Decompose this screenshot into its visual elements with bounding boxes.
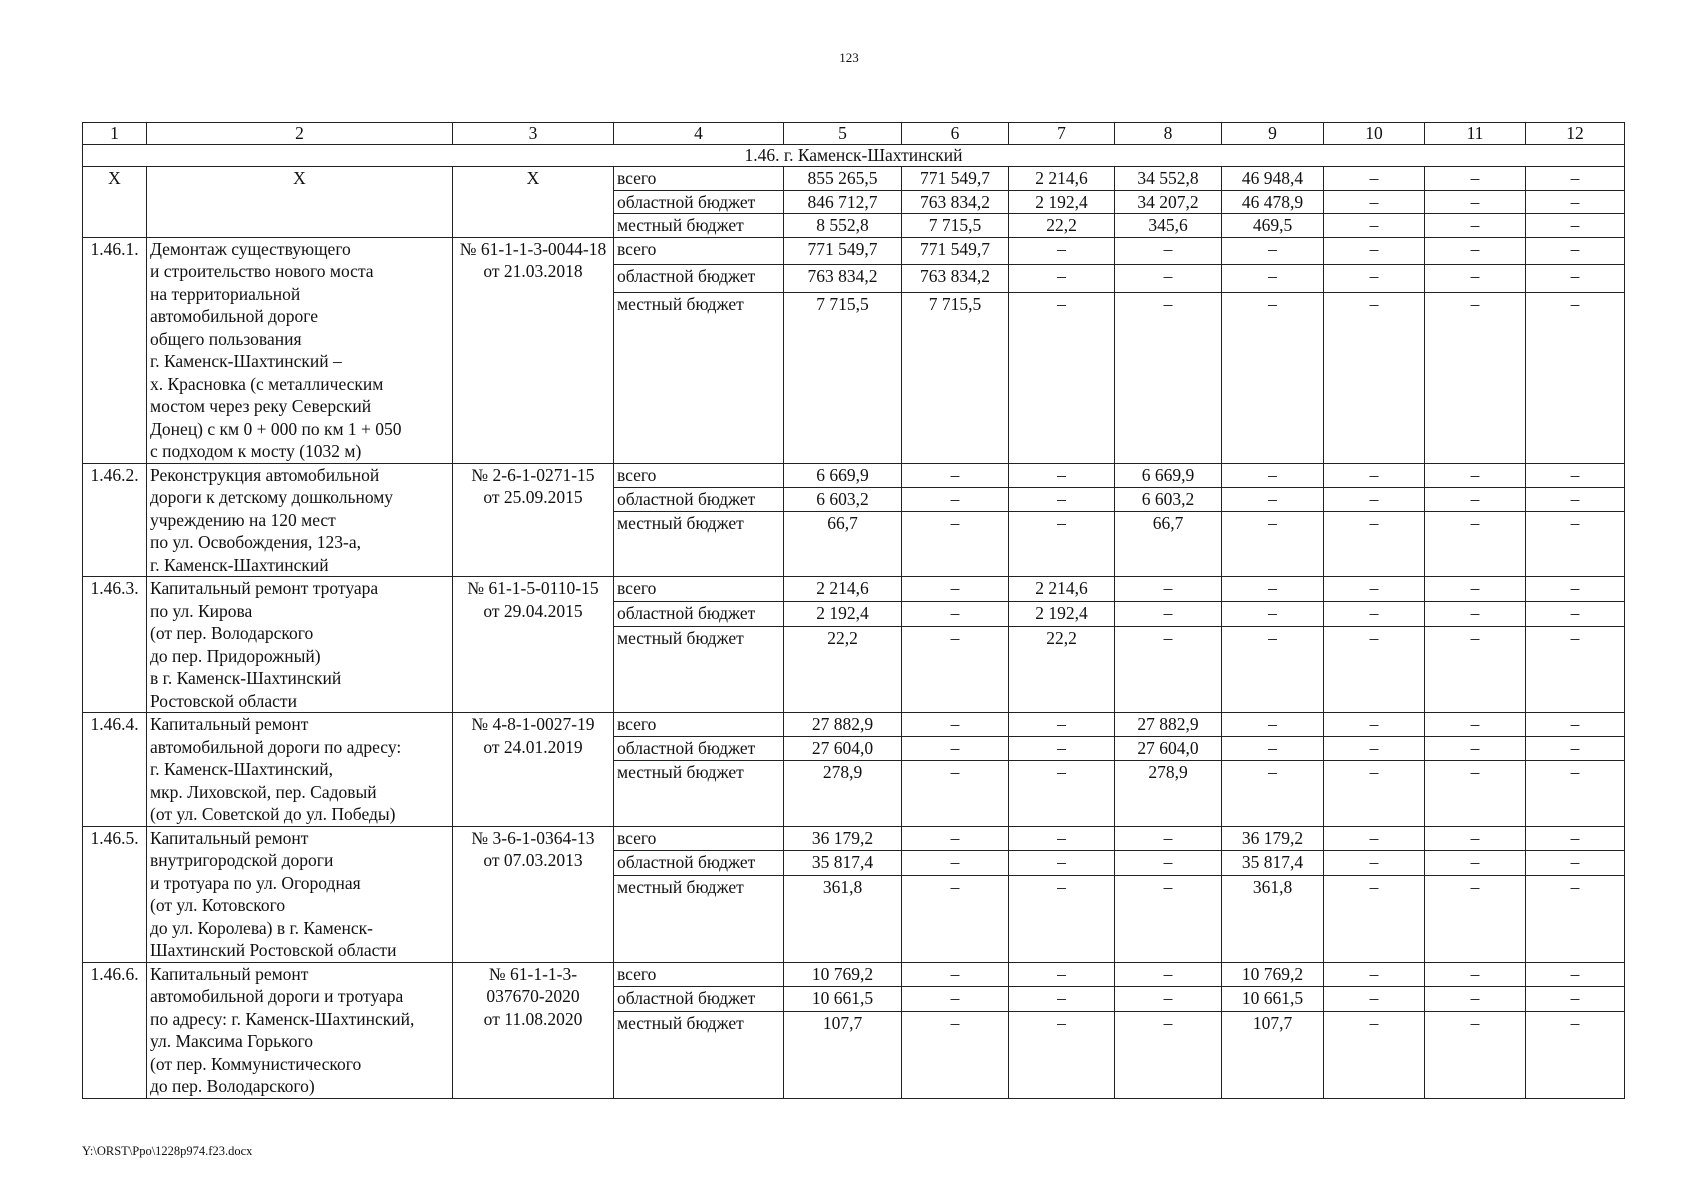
budget-value: – (1009, 761, 1115, 827)
column-number: 6 (902, 123, 1009, 145)
description-line: ул. Максима Горького (150, 1031, 314, 1051)
column-number: 2 (147, 123, 453, 145)
budget-value: – (1526, 190, 1625, 214)
budget-type: областной бюджет (614, 737, 784, 761)
budget-value: – (1324, 190, 1425, 214)
budget-type: всего (614, 826, 784, 851)
budget-value: – (1324, 826, 1425, 851)
budget-type: всего (614, 167, 784, 191)
budget-value: – (1425, 167, 1526, 191)
summary-col2: Х (147, 167, 453, 238)
budget-value: 6 669,9 (784, 463, 902, 487)
budget-value: – (1425, 713, 1526, 737)
budget-value: – (902, 962, 1009, 987)
description-line: мостом через реку Северский (150, 396, 372, 416)
budget-value: – (1324, 237, 1425, 265)
budget-value: 46 948,4 (1222, 167, 1324, 191)
description-line: Капитальный ремонт (150, 963, 309, 984)
column-number: 11 (1425, 123, 1526, 145)
budget-value: – (902, 511, 1009, 577)
description-line: с подходом к мосту (1032 м) (150, 441, 362, 461)
budget-value: – (1324, 293, 1425, 464)
budget-type: областной бюджет (614, 190, 784, 214)
budget-value: – (1009, 237, 1115, 265)
budget-value: 771 549,7 (784, 237, 902, 265)
budget-value: 22,2 (1009, 626, 1115, 713)
budget-value: – (1115, 851, 1222, 876)
item-budget-row (83, 826, 1625, 851)
budget-value: – (1526, 577, 1625, 602)
document-line: от 21.03.2018 (483, 261, 583, 281)
budget-value: – (1009, 713, 1115, 737)
budget-value: – (1425, 851, 1526, 876)
budget-value: – (1115, 626, 1222, 713)
budget-value: 35 817,4 (784, 851, 902, 876)
section-title: 1.46. г. Каменск-Шахтинский (83, 145, 1625, 167)
budget-value: – (1324, 713, 1425, 737)
budget-type: местный бюджет (614, 511, 784, 577)
description-line: (от ул. Советской до ул. Победы) (150, 804, 396, 824)
budget-value: – (1425, 487, 1526, 511)
description-line: г. Каменск-Шахтинский – (150, 351, 342, 371)
budget-type: всего (614, 962, 784, 987)
budget-value: 846 712,7 (784, 190, 902, 214)
budget-value: – (1324, 737, 1425, 761)
budget-value: 10 661,5 (1222, 987, 1324, 1012)
budget-value: 763 834,2 (784, 265, 902, 293)
budget-value: – (1526, 713, 1625, 737)
budget-value: – (1222, 237, 1324, 265)
budget-value: – (1115, 962, 1222, 987)
summary-col3: Х (453, 167, 614, 238)
item-number: 1.46.5. (83, 826, 147, 962)
description-line: (от пер. Володарского (150, 623, 314, 643)
budget-value: – (1425, 293, 1526, 464)
budget-value: – (1009, 511, 1115, 577)
document-line: № 4-8-1-0027-19 (471, 714, 595, 734)
budget-type: областной бюджет (614, 601, 784, 626)
column-number: 12 (1526, 123, 1625, 145)
budget-value: – (1009, 265, 1115, 293)
budget-value: – (1526, 987, 1625, 1012)
item-document (453, 237, 614, 463)
budget-value: – (1115, 601, 1222, 626)
item-description (147, 962, 453, 1098)
item-budget-row (83, 713, 1625, 737)
item-document (453, 463, 614, 577)
budget-value: – (1526, 851, 1625, 876)
budget-value: – (1425, 737, 1526, 761)
budget-value: 771 549,7 (902, 237, 1009, 265)
budget-value: 27 882,9 (1115, 713, 1222, 737)
budget-value: – (902, 577, 1009, 602)
description-line: по ул. Кирова (150, 600, 253, 621)
description-line: Капитальный ремонт тротуара (150, 578, 379, 598)
budget-value: – (1324, 1012, 1425, 1099)
document-line: от 11.08.2020 (483, 1008, 583, 1029)
description-line: Реконструкция автомобильной (150, 464, 380, 485)
budget-value: – (1425, 601, 1526, 626)
description-line: общего пользования (150, 328, 302, 349)
budget-value: – (1222, 265, 1324, 293)
budget-value: – (1222, 737, 1324, 761)
budget-value: – (1526, 761, 1625, 827)
budget-value: 107,7 (1222, 1012, 1324, 1099)
description-line: по адресу: г. Каменск-Шахтинский, (150, 1008, 415, 1029)
description-line: автомобильной дороги по адресу: (150, 736, 402, 757)
description-line: г. Каменск-Шахтинский (150, 554, 329, 575)
budget-value: – (1222, 626, 1324, 713)
description-line: по ул. Освобождения, 123-а, (150, 532, 361, 552)
description-line: Капитальный ремонт (150, 714, 309, 734)
budget-value: 2 214,6 (1009, 167, 1115, 191)
description-line: Демонтаж существующего (150, 238, 351, 259)
item-document (453, 826, 614, 962)
budget-value: 6 603,2 (784, 487, 902, 511)
budget-value: 361,8 (1222, 876, 1324, 963)
budget-value: 6 603,2 (1115, 487, 1222, 511)
description-line: х. Красновка (с металлическим (150, 373, 384, 394)
budget-value: – (1425, 962, 1526, 987)
budget-value: 2 192,4 (784, 601, 902, 626)
budget-value: 27 604,0 (1115, 737, 1222, 761)
budget-value: – (1115, 293, 1222, 464)
budget-value: 27 882,9 (784, 713, 902, 737)
budget-value: – (1526, 962, 1625, 987)
budget-value: 2 214,6 (1009, 577, 1115, 602)
budget-value: – (902, 851, 1009, 876)
column-number-row (83, 123, 1625, 145)
description-line: до ул. Королева) в г. Каменск- (150, 917, 373, 938)
budget-value: 361,8 (784, 876, 902, 963)
budget-value: 22,2 (1009, 214, 1115, 238)
budget-value: – (902, 761, 1009, 827)
item-number: 1.46.6. (83, 962, 147, 1098)
item-budget-row (83, 962, 1625, 987)
budget-value: 278,9 (784, 761, 902, 827)
page-number: 123 (839, 50, 859, 65)
budget-value: 107,7 (784, 1012, 902, 1099)
budget-type: всего (614, 237, 784, 265)
budget-value: – (1009, 487, 1115, 511)
budget-value: – (902, 463, 1009, 487)
budget-value: – (1324, 167, 1425, 191)
budget-value: – (902, 876, 1009, 963)
description-line: автомобильной дороги и тротуара (150, 986, 404, 1006)
budget-value: 10 769,2 (784, 962, 902, 987)
budget-value: – (1115, 1012, 1222, 1099)
budget-value: – (1324, 511, 1425, 577)
document-line: № 61-1-1-3-0044-18 (459, 238, 607, 259)
budget-value: – (1115, 265, 1222, 293)
budget-value: – (1425, 987, 1526, 1012)
budget-value: 66,7 (1115, 511, 1222, 577)
budget-value: 763 834,2 (902, 265, 1009, 293)
budget-value: – (1222, 463, 1324, 487)
budget-value: – (902, 737, 1009, 761)
budget-value: – (1115, 237, 1222, 265)
budget-value: – (1009, 1012, 1115, 1099)
budget-value: – (1115, 826, 1222, 851)
item-description (147, 713, 453, 827)
budget-value: – (1324, 265, 1425, 293)
document-line: 037670-2020 (486, 986, 580, 1006)
budget-value: – (1324, 851, 1425, 876)
budget-value: 22,2 (784, 626, 902, 713)
budget-type: областной бюджет (614, 987, 784, 1012)
document-line: № 61-1-1-3- (488, 963, 578, 984)
budget-value: – (1115, 876, 1222, 963)
budget-value: – (1425, 826, 1526, 851)
column-number: 5 (784, 123, 902, 145)
budget-value: – (1222, 713, 1324, 737)
budget-value: 6 669,9 (1115, 463, 1222, 487)
budget-value: – (1526, 487, 1625, 511)
budget-value: – (1324, 626, 1425, 713)
budget-value: 2 214,6 (784, 577, 902, 602)
budget-value: – (902, 1012, 1009, 1099)
document-line: от 24.01.2019 (483, 736, 583, 757)
budget-value: – (1324, 601, 1425, 626)
budget-value: 469,5 (1222, 214, 1324, 238)
budget-value: – (1526, 1012, 1625, 1099)
budget-value: 7 715,5 (902, 293, 1009, 464)
item-description (147, 237, 453, 463)
document-line: от 29.04.2015 (483, 600, 583, 621)
column-number: 9 (1222, 123, 1324, 145)
budget-value: – (1009, 962, 1115, 987)
column-number: 8 (1115, 123, 1222, 145)
budget-value: – (1222, 577, 1324, 602)
budget-value: – (1009, 293, 1115, 464)
description-line: Донец) с км 0 + 000 по км 1 + 050 (150, 418, 402, 439)
budget-value: – (1222, 761, 1324, 827)
budget-value: – (1425, 511, 1526, 577)
budget-value: – (1425, 626, 1526, 713)
item-number: 1.46.3. (83, 577, 147, 713)
budget-type: местный бюджет (614, 293, 784, 464)
budget-value: – (1009, 851, 1115, 876)
description-line: внутригородской дороги (150, 850, 334, 870)
description-line: дороги к детскому дошкольному (150, 487, 394, 507)
budget-value: 66,7 (784, 511, 902, 577)
document-line: № 2-6-1-0271-15 (471, 464, 595, 485)
budget-value: 36 179,2 (1222, 826, 1324, 851)
budget-value: – (1526, 265, 1625, 293)
budget-value: – (1526, 293, 1625, 464)
budget-value: – (1222, 601, 1324, 626)
budget-type: местный бюджет (614, 761, 784, 827)
budget-type: местный бюджет (614, 214, 784, 238)
budget-value: – (1425, 761, 1526, 827)
description-line: мкр. Лиховской, пер. Садовый (150, 781, 377, 802)
budget-value: 763 834,2 (902, 190, 1009, 214)
budget-value: – (1009, 876, 1115, 963)
budget-value: – (902, 601, 1009, 626)
summary-row (83, 167, 1625, 191)
budget-value: 7 715,5 (902, 214, 1009, 238)
document-line: от 07.03.2013 (483, 850, 583, 870)
budget-type: местный бюджет (614, 1012, 784, 1099)
budget-value: – (1425, 463, 1526, 487)
description-line: в г. Каменск-Шахтинский (150, 668, 342, 688)
budget-value: – (1526, 214, 1625, 238)
item-document (453, 962, 614, 1098)
budget-value: 2 192,4 (1009, 601, 1115, 626)
item-number: 1.46.2. (83, 463, 147, 577)
budget-value: – (1324, 214, 1425, 238)
budget-value: – (1526, 237, 1625, 265)
budget-value: 10 661,5 (784, 987, 902, 1012)
description-line: Шахтинский Ростовской области (150, 940, 397, 960)
budget-value: 278,9 (1115, 761, 1222, 827)
item-document (453, 577, 614, 713)
budget-value: 34 552,8 (1115, 167, 1222, 191)
budget-type: областной бюджет (614, 851, 784, 876)
budget-value: – (1324, 577, 1425, 602)
budget-type: всего (614, 713, 784, 737)
description-line: автомобильной дороге (150, 306, 318, 326)
budget-value: – (1526, 826, 1625, 851)
column-number: 1 (83, 123, 147, 145)
document-line: № 61-1-5-0110-15 (467, 578, 599, 598)
budget-value: – (1526, 463, 1625, 487)
description-line: (от ул. Котовского (150, 895, 286, 915)
budget-value: – (1009, 987, 1115, 1012)
budget-value: – (1526, 511, 1625, 577)
budget-value: – (1009, 737, 1115, 761)
budget-value: 27 604,0 (784, 737, 902, 761)
budget-value: – (1009, 826, 1115, 851)
item-budget-row (83, 463, 1625, 487)
budget-value: – (1324, 987, 1425, 1012)
column-number: 4 (614, 123, 784, 145)
budget-value: 10 769,2 (1222, 962, 1324, 987)
item-budget-row (83, 577, 1625, 602)
description-line: до пер. Володарского) (150, 1076, 315, 1096)
item-number: 1.46.1. (83, 237, 147, 463)
budget-value: 34 207,2 (1115, 190, 1222, 214)
budget-value: 771 549,7 (902, 167, 1009, 191)
budget-value: – (902, 487, 1009, 511)
budget-value: – (1425, 1012, 1526, 1099)
budget-value: – (902, 987, 1009, 1012)
budget-value: 46 478,9 (1222, 190, 1324, 214)
budget-table (82, 122, 1625, 1099)
budget-value: 35 817,4 (1222, 851, 1324, 876)
item-budget-row (83, 237, 1625, 265)
description-line: и тротуара по ул. Огородная (150, 872, 361, 893)
budget-type: местный бюджет (614, 876, 784, 963)
description-line: Капитальный ремонт (150, 827, 309, 848)
budget-value: – (1425, 265, 1526, 293)
budget-value: – (1526, 626, 1625, 713)
description-line: Ростовской области (150, 690, 297, 711)
budget-value: – (902, 626, 1009, 713)
budget-value: – (1526, 876, 1625, 963)
budget-value: 345,6 (1115, 214, 1222, 238)
document-line: от 25.09.2015 (483, 487, 583, 507)
budget-type: всего (614, 463, 784, 487)
item-number: 1.46.4. (83, 713, 147, 827)
description-line: учреждению на 120 мест (150, 509, 336, 530)
budget-value: 8 552,8 (784, 214, 902, 238)
budget-value: – (1222, 487, 1324, 511)
budget-value: – (1115, 987, 1222, 1012)
budget-value: – (1009, 463, 1115, 487)
description-line: г. Каменск-Шахтинский, (150, 759, 333, 779)
budget-value: – (1526, 737, 1625, 761)
budget-value: – (1324, 876, 1425, 963)
budget-value: – (1526, 601, 1625, 626)
summary-col1: Х (83, 167, 147, 238)
budget-value: 855 265,5 (784, 167, 902, 191)
description-line: и строительство нового моста (150, 261, 374, 281)
budget-value: – (1324, 463, 1425, 487)
budget-value: 2 192,4 (1009, 190, 1115, 214)
description-line: до пер. Придорожный) (150, 645, 321, 666)
footer-file-path: Y:\ORST\Ppo\1228p974.f23.docx (82, 1144, 253, 1158)
budget-value: 36 179,2 (784, 826, 902, 851)
budget-value: – (902, 713, 1009, 737)
budget-value: – (902, 826, 1009, 851)
budget-value: – (1425, 214, 1526, 238)
column-number: 3 (453, 123, 614, 145)
budget-value: – (1115, 577, 1222, 602)
column-number: 10 (1324, 123, 1425, 145)
column-number: 7 (1009, 123, 1115, 145)
budget-value: – (1425, 190, 1526, 214)
budget-type: областной бюджет (614, 487, 784, 511)
budget-type: областной бюджет (614, 265, 784, 293)
item-description (147, 826, 453, 962)
budget-value: 7 715,5 (784, 293, 902, 464)
budget-value: – (1425, 237, 1526, 265)
budget-value: – (1324, 487, 1425, 511)
section-title-row (83, 145, 1625, 167)
budget-value: – (1425, 876, 1526, 963)
budget-type: местный бюджет (614, 626, 784, 713)
item-document (453, 713, 614, 827)
item-description (147, 577, 453, 713)
description-line: на территориальной (150, 283, 301, 304)
description-line: (от пер. Коммунистического (150, 1053, 362, 1074)
budget-value: – (1526, 167, 1625, 191)
budget-value: – (1425, 577, 1526, 602)
document-line: № 3-6-1-0364-13 (471, 827, 595, 848)
budget-value: – (1222, 511, 1324, 577)
budget-value: – (1324, 761, 1425, 827)
budget-type: всего (614, 577, 784, 602)
budget-value: – (1324, 962, 1425, 987)
budget-value: – (1222, 293, 1324, 464)
item-description (147, 463, 453, 577)
